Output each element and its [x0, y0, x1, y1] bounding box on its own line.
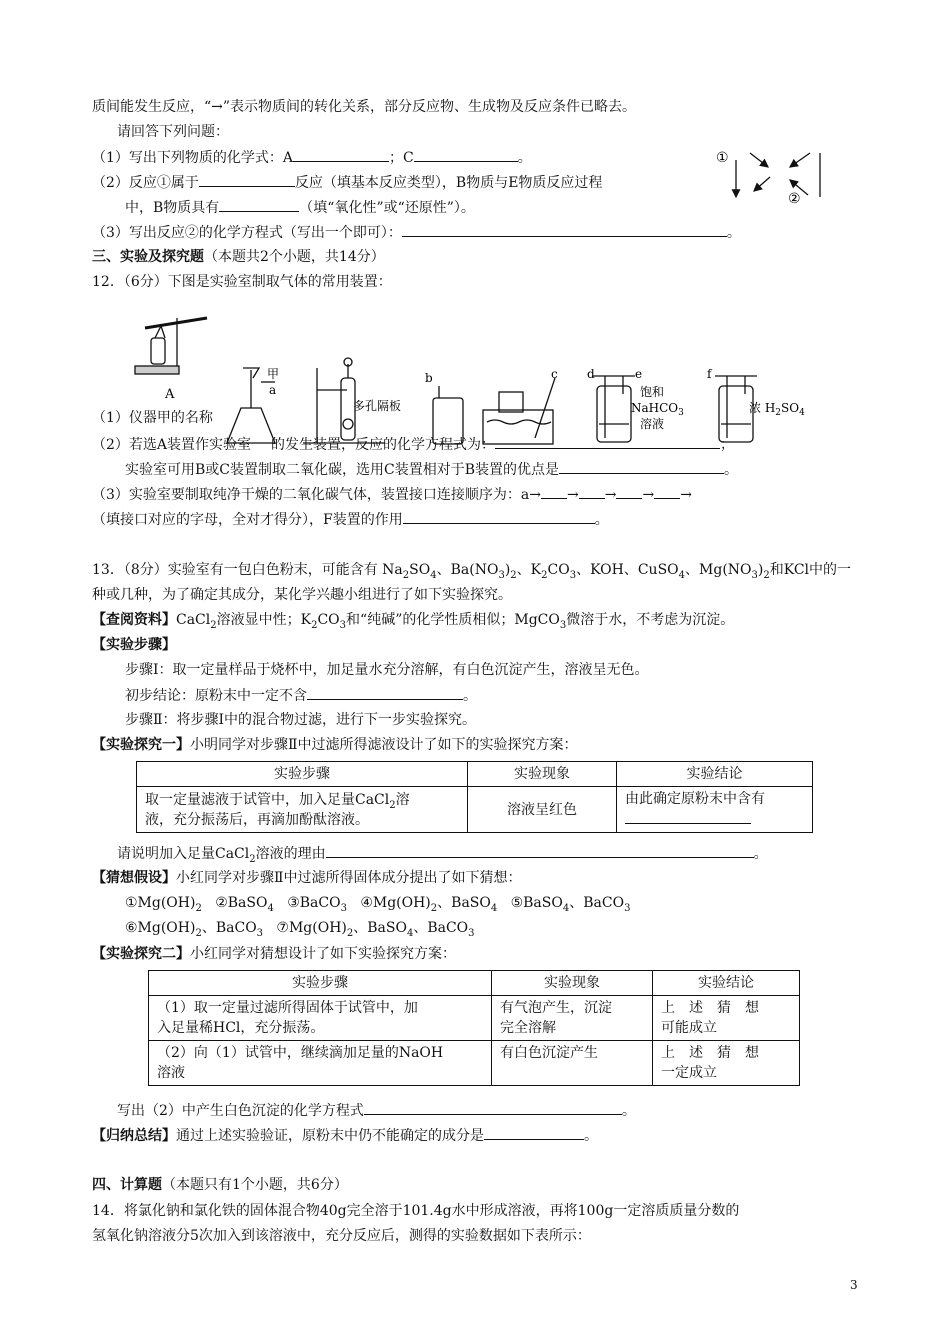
- answer-blank[interactable]: [414, 147, 518, 162]
- label-a-port: a: [269, 383, 277, 397]
- apparatus-a: [135, 318, 207, 374]
- answer-blank[interactable]: [219, 197, 299, 212]
- table-cell: 上 述 猜 想 可能成立: [653, 996, 800, 1041]
- label-a: A: [165, 387, 175, 402]
- page-number: 3: [850, 1278, 858, 1292]
- q11-part1: （1）写出下列物质的化学式：A ；C 。: [92, 147, 532, 168]
- q13-stem-line1: 13．（8分）实验室有一包白色粉末，可能含有 $Na_2SO_4$、$Ba(NO_3)_2$、$K_2CO_3$、KOH、CuSO$_4$、$Mg(NO_3)_2$和KCl中的一: [92, 562, 852, 581]
- table-header: 实验步骤: [137, 762, 468, 787]
- q12-part1: （1）仪器甲的名称: [92, 410, 213, 426]
- arrow-diag-1: [750, 153, 768, 167]
- q12-part2-cont: 实验室可用B或C装置制取二氧化碳，选用C装置相对于B装置的优点是 。: [125, 459, 738, 480]
- q13-reason: 请说明加入足量CaCl$_2$溶液的理由 。: [117, 843, 768, 864]
- q11-intro: 质间能发生反应，“→”表示物质间的转化关系，部分反应物、生成物及反应条件已略去。: [92, 99, 637, 115]
- table-row: [137, 787, 813, 833]
- q13-write-equation: 写出（2）中产生白色沉淀的化学方程式 。: [117, 1100, 636, 1121]
- q13-summary: 【归纳总结】通过上述实验验证，原粉末中仍不能确定的成分是 。: [92, 1125, 598, 1146]
- explore2-table: [148, 970, 800, 1086]
- label-h2so4: 浓 $H_2SO_4$: [749, 401, 805, 418]
- section-3-heading: 三、实验及探究题（本题共2个小题，共14分）: [92, 249, 385, 265]
- answer-blank[interactable]: [364, 1100, 622, 1115]
- q13-explore2-intro: 【实验探究二】小红同学对猜想设计了如下实验探究方案：: [92, 946, 456, 962]
- answer-blank[interactable]: [495, 434, 720, 449]
- q13-guess-intro: 【猜想假设】小红同学对步骤Ⅱ中过滤所得固体成分提出了如下猜想：: [92, 870, 522, 886]
- q12-part3: （3）实验室要制取纯净干燥的二氧化碳气体，装置接口连接顺序为：a→ → → → →: [92, 484, 692, 505]
- table-cell: 上 述 猜 想 一定成立: [653, 1041, 800, 1086]
- q12-part2: （2）若选A装置作实验室 的发生装置，反应的化学方程式为： ；: [92, 434, 734, 455]
- label-nahco3-3: 溶液: [640, 417, 665, 431]
- q11-prompt: 请回答下列问题：: [117, 124, 229, 140]
- q13-step1: 步骤Ⅰ：取一定量样品于烧杯中，加足量水充分溶解，有白色沉淀产生，溶液呈无色。: [125, 662, 649, 678]
- table-cell: 溶液呈红色: [468, 787, 617, 833]
- label-nahco3-1: 饱和: [640, 385, 665, 399]
- q12-part3-cont: （填接口对应的字母，全对才得分），F装置的作用 。: [92, 509, 609, 530]
- label-d-port: d: [587, 367, 595, 381]
- q11-part2-cont: 中，B物质具有 （填“氧化性”或“还原性”）。: [125, 197, 475, 218]
- q14-line2: 氢氧化钠溶液分5次加入到该溶液中，充分反应后，测得的实验数据如下表所示：: [92, 1228, 591, 1244]
- label-e-port: e: [635, 367, 643, 381]
- table-cell: （2）向（1）试管中，继续滴加足量的NaOH 溶液: [149, 1041, 492, 1086]
- apparatus-f: [593, 376, 635, 442]
- q13-steps-heading: 【实验步骤】: [92, 637, 176, 653]
- q12-stem: 12．（6分）下图是实验室制取气体的常用装置：: [92, 274, 392, 290]
- table-cell: 由此确定原粉末中含有: [617, 787, 813, 833]
- arrow-diag-2: [790, 153, 810, 167]
- section-4-heading: 四、计算题（本题只有1个小题，共6分）: [92, 1177, 348, 1193]
- reaction-diagram: [714, 145, 834, 210]
- table-header: 实验结论: [653, 971, 800, 996]
- table-header: 实验现象: [492, 971, 653, 996]
- table-header: 实验步骤: [149, 971, 492, 996]
- q13-conclusion1: 初步结论：原粉末中一定不含 。: [125, 685, 477, 706]
- answer-blank[interactable]: [293, 147, 389, 162]
- answer-blank[interactable]: [654, 484, 680, 499]
- table-header: 实验现象: [468, 762, 617, 787]
- arrow-diag-3: [754, 177, 770, 191]
- q13-step2: 步骤Ⅱ：将步骤Ⅰ中的混合物过滤，进行下一步实验探究。: [125, 712, 477, 728]
- q13-reference: 【查阅资料】CaCl$_2$溶液显中性；$K_2CO_3$和“纯碱”的化学性质相似；MgCO$_3$微溶于水，不考虑为沉淀。: [92, 612, 735, 631]
- label-f-port: f: [707, 367, 712, 381]
- answer-blank[interactable]: [403, 509, 595, 524]
- answer-blank[interactable]: [484, 1125, 584, 1140]
- answer-blank[interactable]: [625, 809, 751, 824]
- q11-part2: （2）反应①属于 反应（填基本反应类型），B物质与E物质反应过程: [92, 172, 602, 193]
- q14-line1: 14．将氯化钠和氯化铁的固体混合物40g完全溶于101.4g水中形成溶液，再将100g一定溶质质量分数的: [92, 1203, 740, 1219]
- table-row: [149, 1041, 800, 1086]
- label-c-port: c: [551, 367, 558, 381]
- explore1-table: [136, 761, 813, 833]
- label-jia: 甲: [267, 367, 280, 381]
- reaction-label-2: ②: [788, 191, 801, 207]
- table-cell: 有白色沉淀产生: [492, 1041, 653, 1086]
- answer-blank[interactable]: [559, 459, 724, 474]
- table-header: 实验结论: [617, 762, 813, 787]
- answer-blank[interactable]: [402, 222, 727, 237]
- answer-blank[interactable]: [307, 685, 463, 700]
- q13-explore1-intro: 【实验探究一】小明同学对步骤Ⅱ中过滤所得滤液设计了如下的实验探究方案：: [92, 737, 578, 753]
- label-nahco3-2: NaHCO$_3$: [631, 401, 684, 418]
- answer-blank[interactable]: [326, 843, 754, 858]
- q13-guesses-line1: $①Mg(OH)_2$ ②BaSO$_4$ ③BaCO$_3$ $④Mg(OH)_2$、BaSO$_4$ ⑤BaSO$_4$、BaCO$_3$: [125, 895, 631, 914]
- answer-blank[interactable]: [199, 172, 295, 187]
- answer-blank[interactable]: [579, 484, 605, 499]
- q13-stem-line2: 种或几种，为了确定其成分，某化学兴趣小组进行了如下实验探究。: [92, 587, 512, 603]
- answer-blank[interactable]: [541, 484, 567, 499]
- table-row: [149, 996, 800, 1041]
- q11-part3: （3）写出反应②的化学方程式（写出一个即可）： 。: [92, 222, 741, 243]
- table-cell: 取一定量滤液于试管中，加入足量CaCl$_2$溶 液，充分振荡后，再滴加酚酞溶液。: [137, 787, 468, 833]
- label-b-port: b: [425, 371, 433, 385]
- answer-blank[interactable]: [616, 484, 642, 499]
- reaction-label-1: ①: [716, 150, 729, 166]
- table-cell: 有气泡产生，沉淀 完全溶解: [492, 996, 653, 1041]
- q13-guesses-line2: $⑥Mg(OH)_2$、BaCO$_3$ $⑦Mg(OH)_2$、BaSO$_4$、BaCO$_3$: [125, 920, 475, 939]
- label-porous-plate: 多孔隔板: [353, 399, 402, 413]
- table-cell: （1）取一定量过滤所得固体于试管中，加 入足量稀HCl，充分振荡。: [149, 996, 492, 1041]
